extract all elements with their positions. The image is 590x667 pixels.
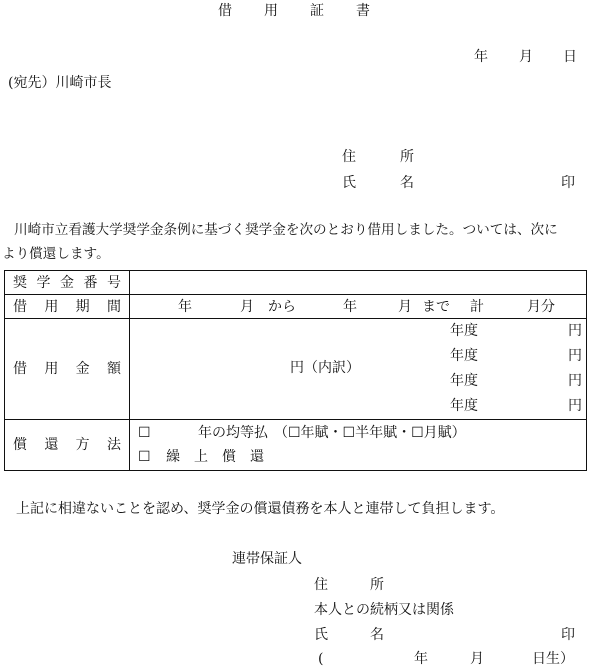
guarantor-name-label: 名 bbox=[370, 627, 384, 643]
title-char: 借 bbox=[218, 3, 232, 19]
agreement-text: 上記に相違ないことを認め、奨学金の償還債務を本人と連帯して負担します。 bbox=[16, 501, 505, 517]
loan-amount-value[interactable] bbox=[130, 319, 587, 420]
label-loan-amount: 借 用 金 額 bbox=[5, 319, 130, 420]
birth-day: 日生） bbox=[532, 651, 574, 667]
period-year-start: 年 bbox=[178, 298, 192, 315]
row-loan-amount bbox=[5, 319, 587, 420]
period-month-start: 月 bbox=[240, 298, 254, 315]
date-year: 年 bbox=[474, 49, 488, 65]
scholarship-number-value[interactable] bbox=[130, 271, 587, 295]
label-repayment-method: 償 還 方 法 bbox=[5, 420, 130, 471]
fiscal-yen: 円 bbox=[568, 348, 582, 364]
period-months: 月分 bbox=[527, 298, 555, 315]
title-char: 用 bbox=[264, 3, 278, 19]
installment-frequency-options[interactable]: （☐年賦・☐半年賦・☐月賦） bbox=[274, 425, 466, 441]
guarantor-address-label: 住 bbox=[314, 577, 328, 593]
fiscal-yen: 円 bbox=[568, 373, 582, 389]
repayment-method-value: ☐ 年の均等払 （☐年賦・☐半年賦・☐月賦） ☐ 繰 上 償 還 bbox=[130, 420, 587, 471]
birth-year: 年 bbox=[414, 651, 428, 667]
borrower-address-label: 住 bbox=[342, 149, 356, 165]
title-char: 書 bbox=[356, 3, 370, 19]
date-month: 月 bbox=[519, 49, 533, 65]
loan-period-value[interactable] bbox=[130, 295, 587, 319]
period-total: 計 bbox=[470, 298, 484, 315]
row-repayment-method bbox=[5, 420, 587, 471]
fiscal-yen: 円 bbox=[568, 398, 582, 414]
birth-month: 月 bbox=[470, 651, 484, 667]
borrower-name-label: 名 bbox=[400, 175, 414, 191]
borrower-address-label: 所 bbox=[400, 149, 414, 165]
equal-installment-checkbox[interactable]: ☐ bbox=[138, 425, 151, 441]
guarantor-heading: 連帯保証人 bbox=[232, 551, 302, 567]
borrower-name-label: 氏 bbox=[342, 175, 356, 191]
guarantor-address-label: 所 bbox=[370, 577, 384, 593]
fiscal-yen: 円 bbox=[568, 323, 582, 339]
label-scholarship-number: 奨 学 金 番 号 bbox=[5, 271, 130, 295]
date-day: 日 bbox=[563, 49, 577, 65]
guarantor-name-label: 氏 bbox=[314, 627, 328, 643]
label-loan-period: 借 用 期 間 bbox=[5, 295, 130, 319]
loan-table bbox=[4, 270, 587, 471]
addressee: (宛先）川崎市長 bbox=[8, 75, 112, 91]
guarantor-relationship-label: 本人との続柄又は関係 bbox=[314, 602, 454, 618]
fiscal-year-label: 年度 bbox=[450, 348, 478, 364]
period-month-end: 月 bbox=[398, 298, 412, 315]
period-from: から bbox=[268, 298, 296, 315]
row-scholarship-number bbox=[5, 271, 587, 295]
early-repayment-checkbox[interactable]: ☐ bbox=[138, 449, 151, 465]
title-char: 証 bbox=[310, 3, 324, 19]
row-loan-period bbox=[5, 295, 587, 319]
guarantor-seal: 印 bbox=[561, 627, 575, 643]
fiscal-year-label: 年度 bbox=[450, 398, 478, 414]
amount-yen-breakdown: 円（内訳） bbox=[290, 360, 360, 376]
birth-paren-open: ( bbox=[318, 651, 324, 667]
equal-installment-label: 年の均等払 bbox=[198, 425, 268, 441]
period-year-end: 年 bbox=[343, 298, 357, 315]
fiscal-year-label: 年度 bbox=[450, 323, 478, 339]
body-text-line2: より償還します。 bbox=[2, 246, 110, 262]
fiscal-year-label: 年度 bbox=[450, 373, 478, 389]
borrower-seal: 印 bbox=[561, 175, 575, 191]
period-until: まで bbox=[422, 298, 450, 315]
body-text-line1: 川崎市立看護大学奨学金条例に基づく奨学金を次のとおり借用しました。ついては、次に bbox=[14, 222, 558, 238]
